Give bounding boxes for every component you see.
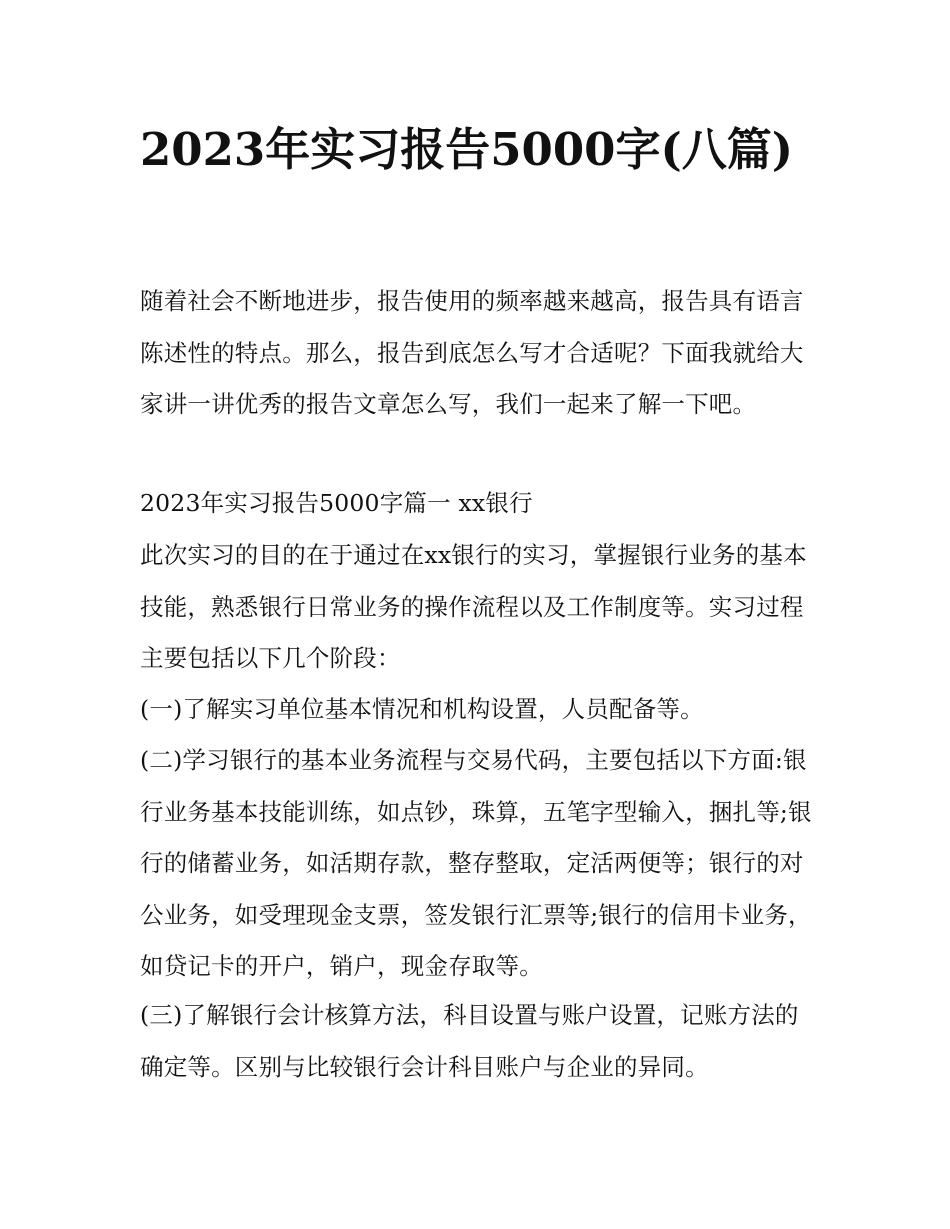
intro-paragraph: 随着社会不断地进步，报告使用的频率越来越高，报告具有语言陈述性的特点。那么，报告到底怎么写才合适呢？下面我就给大家讲一讲优秀的报告文章怎么写，我们一起来了解一下吧。 bbox=[140, 287, 804, 418]
section-heading: 2023年实习报告5000字篇一 xx银行 bbox=[140, 489, 533, 517]
stage-item-3: (三)了解银行会计核算方法，科目设置与账户设置，记账方法的确定等。区别与比较银行会计科目账户与企业的异同。 bbox=[140, 1001, 799, 1081]
purpose-paragraph: 此次实习的目的在于通过在xx银行的实习，掌握银行业务的基本技能，熟悉银行日常业务的操作流程以及工作制度等。实习过程主要包括以下几个阶段： bbox=[140, 541, 807, 672]
stage-item-1: (一)了解实习单位基本情况和机构设置，人员配备等。 bbox=[140, 695, 704, 723]
stage-item-2: (二)学习银行的基本业务流程与交易代码，主要包括以下方面:银行业务基本技能训练，如点钞，珠算，五笔字型输入，捆扎等;银行的储蓄业务，如活期存款，整存整取，定活两便等；银行的对公业务，如受理现金支票，签发银行汇票等;银行的信用卡业务，如贷记卡的开户，销户，现金存取等。 bbox=[140, 746, 812, 980]
document-title: 2023年实习报告5000字(八篇) bbox=[140, 123, 794, 176]
